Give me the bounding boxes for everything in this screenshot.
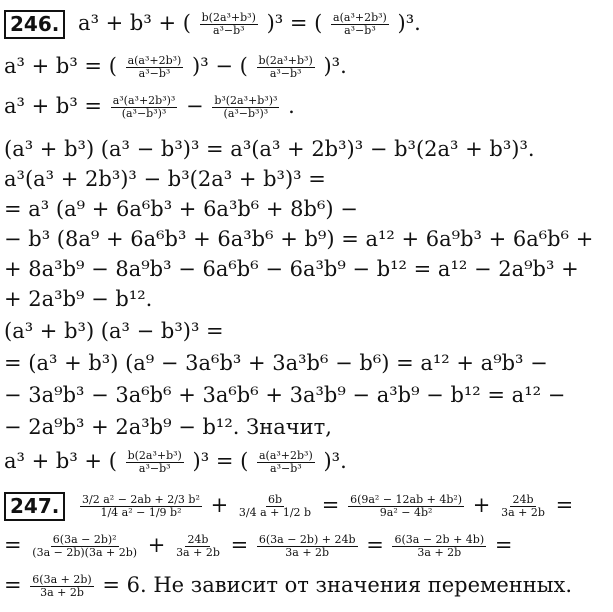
p247-line1 [4, 492, 573, 521]
operator: = [321, 493, 340, 517]
denominator: 3a + 2b [40, 586, 84, 600]
denominator: 1/4 a² − 1/9 b² [100, 506, 182, 519]
operator: = [366, 533, 384, 558]
text: a³ + b³ + ( [78, 11, 191, 35]
numerator: 6(3a − 2b)² [52, 533, 117, 546]
denominator: 9a² − 4b² [379, 506, 433, 519]
fraction [392, 534, 486, 559]
denominator: a³−b³ [212, 24, 245, 37]
numerator: 24b [512, 492, 534, 506]
numerator: a(a³+2b³) [333, 10, 387, 24]
denominator: (a³−b³)³ [121, 107, 167, 121]
fraction [348, 494, 464, 519]
denominator: a³−b³ [138, 67, 171, 81]
denominator: 3a + 2b [417, 546, 462, 560]
p246-line14 [4, 450, 347, 475]
operator: = [230, 533, 249, 558]
numerator: 6(3a + 2b) [32, 573, 92, 586]
text: )³. [323, 449, 347, 474]
operator: + [472, 493, 491, 517]
numerator: b(2a³+b³) [258, 54, 313, 67]
conclusion-text: = 6. Не зависит от значения переменных. [102, 573, 573, 598]
numerator: b(2a³+b³) [127, 449, 182, 462]
p246-line11: = (a³ + b³) (a⁹ − 3a⁶b³ + 3a³b⁶ − b⁶) = a¹² + a⁹b³ − [4, 351, 548, 375]
text: )³. [323, 54, 347, 79]
text: )³ = ( [192, 449, 249, 474]
fraction [30, 574, 93, 599]
operator: = [4, 573, 22, 598]
denominator: (3a − 2b)(3a + 2b) [32, 546, 138, 560]
p246-line4: (a³ + b³) (a³ − b³)³ = a³(a³ + 2b³)³ − b³(2a³ + b³)³. [4, 137, 535, 161]
denominator: 3a + 2b [176, 546, 220, 560]
text: − [186, 94, 204, 119]
operator: = [494, 533, 513, 558]
operator: = [555, 493, 574, 517]
p246-line5: a³(a³ + 2b³)³ − b³(2a³ + b³)³ = [4, 167, 326, 191]
operator: + [210, 493, 229, 517]
p246-line3 [4, 95, 295, 120]
operator: = [4, 533, 22, 558]
fraction [237, 494, 313, 519]
fraction [212, 95, 279, 120]
numerator: 6b [267, 492, 282, 506]
p246-line1 [4, 10, 421, 39]
numerator: b(2a³+b³) [201, 10, 256, 24]
fraction [80, 494, 202, 519]
problem-number-246: 246. [4, 10, 65, 39]
denominator: a³−b³ [344, 24, 376, 37]
text: )³ = ( [266, 11, 323, 35]
fraction [126, 55, 184, 80]
fraction [126, 450, 184, 475]
denominator: (a³−b³)³ [223, 107, 269, 121]
fraction [499, 494, 547, 519]
text: a³ + b³ = ( [4, 54, 117, 79]
denominator: 3/4 a + 1/2 b [238, 506, 312, 519]
fraction [257, 450, 315, 475]
denominator: 3a + 2b [285, 546, 330, 560]
p246-line10: (a³ + b³) (a³ − b³)³ = [4, 319, 224, 343]
numerator: a(a³+2b³) [127, 54, 182, 67]
denominator: a³−b³ [270, 462, 302, 476]
problem-number-247: 247. [4, 492, 65, 521]
operator: + [147, 533, 166, 558]
fraction [257, 55, 315, 80]
p246-line8: + 8a³b⁹ − 8a⁹b³ − 6a⁶b⁶ − 6a³b⁹ − b¹² = a¹² − 2a⁹b³ + [4, 257, 579, 281]
p247-line3 [4, 574, 572, 599]
fraction [331, 12, 389, 37]
p246-line6: = a³ (a⁹ + 6a⁶b³ + 6a³b⁶ + 8b⁶) − [4, 197, 358, 221]
numerator: 6(3a − 2b + 4b) [394, 533, 485, 546]
text: . [288, 94, 295, 119]
numerator: b³(2a³+b³)³ [214, 94, 278, 107]
p246-line2 [4, 55, 347, 80]
numerator: 24b [187, 533, 209, 546]
fraction [174, 534, 222, 559]
fraction [200, 12, 258, 37]
p246-line9: + 2a³b⁹ − b¹². [4, 287, 153, 311]
p246-line7: − b³ (8a⁹ + 6a⁶b³ + 6a³b⁶ + b⁹) = a¹² + 6a⁹b³ + 6a⁶b⁶ + [4, 227, 594, 251]
fraction [30, 534, 139, 559]
text: a³ + b³ + ( [4, 449, 117, 474]
text: a³ + b³ = [4, 94, 103, 119]
numerator: 6(3a − 2b) + 24b [258, 533, 356, 546]
numerator: a(a³+2b³) [258, 449, 313, 462]
fraction [257, 534, 358, 559]
p246-line13: − 2a⁹b³ + 2a³b⁹ − b¹². Значит, [4, 415, 332, 439]
denominator: a³−b³ [138, 462, 171, 476]
text: )³ − ( [192, 54, 248, 79]
denominator: 3a + 2b [501, 506, 545, 519]
text: )³. [397, 11, 421, 35]
numerator: 6(9a² − 12ab + 4b²) [350, 492, 463, 506]
p247-line2 [4, 534, 512, 559]
denominator: a³−b³ [269, 67, 302, 81]
numerator: 3/2 a² − 2ab + 2/3 b² [82, 492, 200, 506]
fraction [111, 95, 178, 120]
numerator: a³(a³+2b³)³ [112, 94, 176, 107]
p246-line12: − 3a⁹b³ − 3a⁶b⁶ + 3a⁶b⁶ + 3a³b⁹ − a³b⁹ − b¹² = a¹² − [4, 383, 566, 407]
